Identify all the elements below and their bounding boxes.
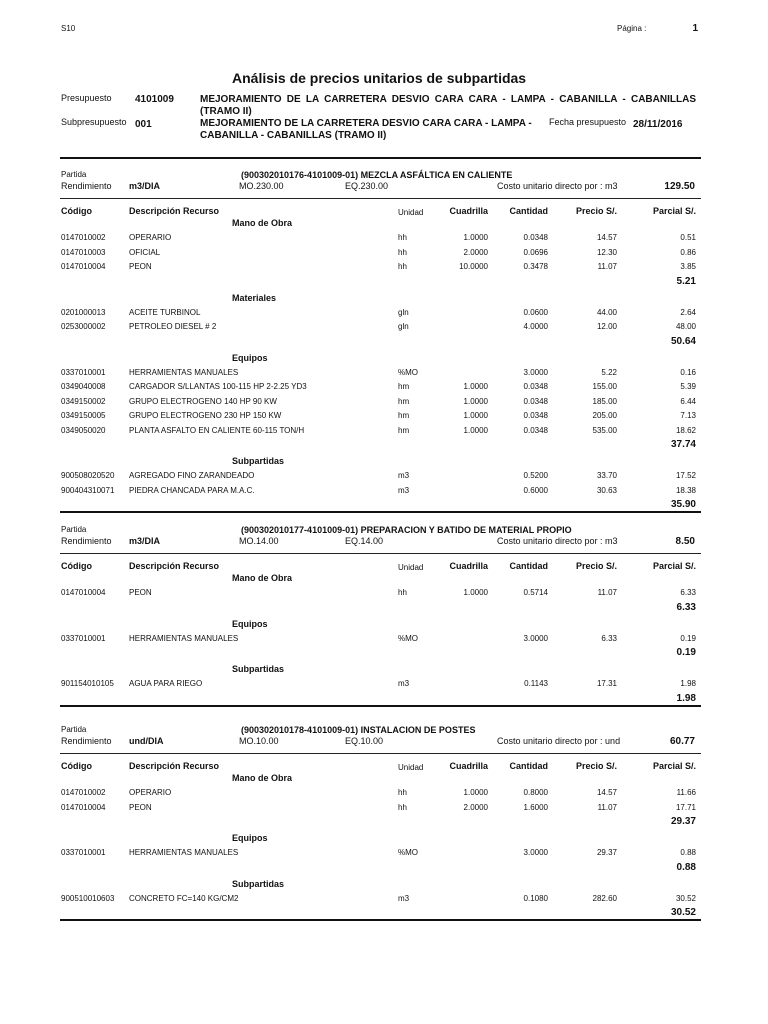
row-parcial: 17.71 <box>675 802 696 812</box>
row-cuadrilla: 1.0000 <box>463 425 488 435</box>
group-title: Subpartidas <box>232 456 285 466</box>
partida-end-divider <box>60 511 701 513</box>
row-parcial: 5.39 <box>680 382 696 391</box>
col-codigo-header: Código <box>61 206 92 216</box>
row-precio: 12.30 <box>596 247 617 257</box>
group-total: 5.21 <box>676 275 696 287</box>
row-cantidad: 1.6000 <box>523 802 548 812</box>
row-descripcion: OPERARIO <box>129 233 172 242</box>
page-label: Página : <box>617 24 647 33</box>
partida-title: (900302010178-4101009-01) INSTALACION DE POSTES <box>241 725 476 735</box>
partida-end-divider <box>60 919 701 921</box>
partida-divider <box>60 198 701 199</box>
row-parcial: 1.98 <box>680 679 696 688</box>
col-parcial-header: Parcial S/. <box>652 761 696 771</box>
row-codigo: 0337010001 <box>61 367 106 377</box>
partida-label: Partida <box>61 170 87 179</box>
group-total: 37.74 <box>670 439 696 450</box>
col-unidad-header: Unidad <box>398 208 424 217</box>
row-descripcion: ACEITE TURBINOL <box>129 307 201 317</box>
row-parcial: 0.19 <box>680 633 696 643</box>
group-title: Materiales <box>232 292 277 303</box>
row-cantidad: 0.0600 <box>523 307 548 317</box>
row-cantidad: 3.0000 <box>523 367 548 377</box>
row-cuadrilla: 1.0000 <box>463 396 488 406</box>
row-codigo: 0147010004 <box>61 262 106 271</box>
row-cantidad: 0.0348 <box>523 382 548 391</box>
row-precio: 205.00 <box>592 411 617 420</box>
row-descripcion: GRUPO ELECTROGENO 140 HP 90 KW <box>129 396 277 406</box>
row-unidad: m3 <box>398 893 410 903</box>
costo-value: 60.77 <box>669 736 695 747</box>
row-cuadrilla: 1.0000 <box>463 588 488 597</box>
row-parcial: 0.86 <box>680 247 696 257</box>
row-descripcion: OFICIAL <box>129 247 161 257</box>
row-unidad: hh <box>398 247 407 257</box>
row-descripcion: PEON <box>129 802 152 812</box>
row-unidad: m3 <box>398 485 410 495</box>
partida-divider <box>60 553 701 554</box>
row-codigo: 0349150002 <box>61 396 106 406</box>
row-precio: 11.07 <box>597 262 617 271</box>
row-cantidad: 0.0348 <box>523 396 548 406</box>
rendimiento-label: Rendimiento <box>61 181 112 191</box>
row-unidad: gln <box>398 322 409 331</box>
col-descripcion-header: Descripción Recurso <box>129 206 220 216</box>
row-parcial: 17.52 <box>675 471 696 480</box>
row-cantidad: 0.0348 <box>523 425 548 435</box>
presupuesto-desc: MEJORAMIENTO DE LA CARRETERA DESVIO CARA CARA - LAMPA - CABANILLA - CABANILLAS <box>200 94 696 105</box>
group-title: Mano de Obra <box>232 218 293 228</box>
row-descripcion: HERRAMIENTAS MANUALES <box>129 633 239 643</box>
costo-label: Costo unitario directo por : m3 <box>497 181 618 191</box>
group-total: 35.90 <box>670 499 696 510</box>
presupuesto-label: Presupuesto <box>61 93 112 103</box>
row-parcial: 48.00 <box>675 322 696 331</box>
row-cuadrilla: 1.0000 <box>463 382 488 391</box>
page-title: Análisis de precios unitarios de subpartidas <box>232 70 527 86</box>
row-cantidad: 3.0000 <box>523 848 548 857</box>
row-codigo: 0147010004 <box>61 802 106 812</box>
row-precio: 5.22 <box>601 367 617 377</box>
costo-label: Costo unitario directo por : m3 <box>497 536 618 546</box>
row-precio: 29.37 <box>596 848 617 857</box>
row-parcial: 3.85 <box>680 262 696 271</box>
row-precio: 14.57 <box>596 788 617 797</box>
row-cuadrilla: 2.0000 <box>463 802 488 812</box>
partida-label: Partida <box>61 725 87 734</box>
row-descripcion: PLANTA ASFALTO EN CALIENTE 60-115 TON/H <box>129 425 305 435</box>
row-codigo: 0337010001 <box>61 848 106 857</box>
row-unidad: hm <box>398 396 410 406</box>
row-parcial: 0.16 <box>680 367 696 377</box>
col-precio-header: Precio S/. <box>575 561 617 571</box>
mo-value: MO.10.00 <box>239 736 279 746</box>
row-unidad: %MO <box>398 848 418 857</box>
col-codigo-header: Código <box>61 761 92 771</box>
fecha-value: 28/11/2016 <box>633 119 683 130</box>
row-parcial: 7.13 <box>680 411 696 420</box>
row-cantidad: 0.8000 <box>523 788 548 797</box>
row-cuadrilla: 10.0000 <box>459 262 488 271</box>
row-precio: 44.00 <box>596 307 617 317</box>
row-parcial: 0.51 <box>680 233 696 242</box>
row-unidad: hh <box>398 233 407 242</box>
row-codigo: 0349150005 <box>61 411 106 420</box>
presupuesto-desc-2: (TRAMO II) <box>200 106 252 117</box>
row-cantidad: 0.5714 <box>523 588 548 597</box>
rendimiento-unit: und/DIA <box>129 736 164 746</box>
row-precio: 11.07 <box>597 588 617 597</box>
row-cantidad: 0.6000 <box>523 485 548 495</box>
subpresupuesto-desc: MEJORAMIENTO DE LA CARRETERA DESVIO CARA CARA - LAMPA - <box>200 118 532 129</box>
row-descripcion: CARGADOR S/LLANTAS 100-115 HP 2-2.25 YD3 <box>129 382 307 391</box>
row-precio: 185.00 <box>592 396 617 406</box>
costo-value: 129.50 <box>664 181 695 192</box>
costo-value: 8.50 <box>675 536 695 547</box>
row-cantidad: 0.5200 <box>523 471 548 480</box>
row-cantidad: 0.0696 <box>523 247 548 257</box>
group-title: Equipos <box>232 618 268 629</box>
costo-label: Costo unitario directo por : und <box>497 736 621 746</box>
row-precio: 11.07 <box>597 802 617 812</box>
row-precio: 30.63 <box>596 485 617 495</box>
row-parcial: 2.64 <box>680 307 696 317</box>
col-descripcion-header: Descripción Recurso <box>129 761 220 771</box>
row-unidad: m3 <box>398 471 410 480</box>
row-unidad: %MO <box>398 367 418 377</box>
row-descripcion: HERRAMIENTAS MANUALES <box>129 848 239 857</box>
row-unidad: hh <box>398 262 407 271</box>
rendimiento-label: Rendimiento <box>61 536 112 546</box>
row-descripcion: PEON <box>129 262 152 271</box>
col-unidad-header: Unidad <box>398 563 424 572</box>
row-cuadrilla: 1.0000 <box>463 788 488 797</box>
row-codigo: 0349040008 <box>61 382 106 391</box>
row-descripcion: CONCRETO FC=140 KG/CM2 <box>129 893 239 903</box>
subpresupuesto-label: Subpresupuesto <box>61 117 127 127</box>
row-unidad: gln <box>398 307 409 317</box>
row-unidad: hm <box>398 411 410 420</box>
group-title: Equipos <box>232 833 268 843</box>
row-unidad: hh <box>398 788 407 797</box>
row-cantidad: 0.1143 <box>524 679 548 688</box>
col-cantidad-header: Cantidad <box>509 761 548 771</box>
page-number: 1 <box>692 23 698 34</box>
row-codigo: 0147010002 <box>61 788 106 797</box>
row-parcial: 6.44 <box>680 396 696 406</box>
row-cuadrilla: 1.0000 <box>463 233 488 242</box>
row-codigo: 0253000002 <box>61 322 106 331</box>
row-parcial: 6.33 <box>680 588 696 597</box>
partida-label: Partida <box>61 525 87 534</box>
partida-title: (900302010176-4101009-01) MEZCLA ASFÁLTICA EN CALIENTE <box>241 170 513 180</box>
row-unidad: %MO <box>398 633 418 643</box>
report-code: S10 <box>61 24 76 33</box>
col-descripcion-header: Descripción Recurso <box>129 561 220 571</box>
rendimiento-unit: m3/DIA <box>129 181 161 191</box>
row-codigo: 0147010003 <box>61 247 106 257</box>
row-cantidad: 4.0000 <box>523 322 548 331</box>
row-unidad: hm <box>398 382 410 391</box>
partida-title: (900302010177-4101009-01) PREPARACION Y BATIDO DE MATERIAL PROPIO <box>241 525 572 535</box>
row-descripcion: PETROLEO DIESEL # 2 <box>129 322 217 331</box>
group-total: 6.33 <box>676 601 696 613</box>
col-cantidad-header: Cantidad <box>509 206 548 216</box>
row-unidad: hh <box>398 802 407 812</box>
presupuesto-code: 4101009 <box>135 94 174 105</box>
partida-divider <box>60 753 701 754</box>
row-parcial: 18.38 <box>675 485 696 495</box>
row-descripcion: HERRAMIENTAS MANUALES <box>129 367 239 377</box>
row-cuadrilla: 1.0000 <box>463 411 488 420</box>
col-parcial-header: Parcial S/. <box>652 206 696 216</box>
col-precio-header: Precio S/. <box>575 761 617 771</box>
row-parcial: 11.66 <box>676 788 696 797</box>
group-total: 0.19 <box>676 647 696 658</box>
row-codigo: 0349050020 <box>61 425 106 435</box>
row-cantidad: 0.0348 <box>523 411 548 420</box>
row-codigo: 0337010001 <box>61 633 106 643</box>
row-precio: 12.00 <box>596 322 617 331</box>
group-title: Subpartidas <box>232 664 285 674</box>
row-codigo: 0147010002 <box>61 233 106 242</box>
row-precio: 155.00 <box>592 382 617 391</box>
row-descripcion: OPERARIO <box>129 788 172 797</box>
group-total: 30.52 <box>670 907 696 918</box>
col-cuadrilla-header: Cuadrilla <box>449 206 488 216</box>
row-descripcion: AGREGADO FINO ZARANDEADO <box>129 471 255 480</box>
group-title: Mano de Obra <box>232 773 293 783</box>
col-codigo-header: Código <box>61 561 92 571</box>
row-unidad: hm <box>398 425 410 435</box>
group-total: 1.98 <box>676 692 696 704</box>
eq-value: EQ.14.00 <box>345 536 384 546</box>
group-title: Subpartidas <box>232 878 285 889</box>
row-cantidad: 0.1080 <box>523 893 548 903</box>
row-unidad: hh <box>398 588 407 597</box>
row-parcial: 30.52 <box>675 893 696 903</box>
row-codigo: 0201000013 <box>61 307 106 317</box>
row-parcial: 18.62 <box>675 425 696 435</box>
subpresupuesto-code: 001 <box>135 119 152 130</box>
row-cantidad: 0.3478 <box>523 262 548 271</box>
col-precio-header: Precio S/. <box>575 206 617 216</box>
row-parcial: 0.88 <box>680 848 696 857</box>
row-cuadrilla: 2.0000 <box>463 247 488 257</box>
group-total: 29.37 <box>670 816 696 827</box>
row-descripcion: PEON <box>129 588 152 597</box>
row-precio: 6.33 <box>601 633 617 643</box>
subpresupuesto-desc-2: CABANILLA - CABANILLAS (TRAMO II) <box>200 130 387 141</box>
partida-end-divider <box>60 705 701 707</box>
row-descripcion: PIEDRA CHANCADA PARA M.A.C. <box>129 485 255 495</box>
row-precio: 17.31 <box>596 679 617 688</box>
row-codigo: 0147010004 <box>61 588 106 597</box>
rendimiento-unit: m3/DIA <box>129 536 161 546</box>
eq-value: EQ.230.00 <box>345 181 389 191</box>
header-divider <box>60 157 701 159</box>
group-total: 0.88 <box>676 861 696 873</box>
group-title: Equipos <box>232 352 268 363</box>
fecha-label: Fecha presupuesto <box>549 117 627 127</box>
row-precio: 282.60 <box>592 893 617 903</box>
rendimiento-label: Rendimiento <box>61 736 112 746</box>
row-cantidad: 3.0000 <box>523 633 548 643</box>
row-precio: 535.00 <box>592 425 617 435</box>
col-cuadrilla-header: Cuadrilla <box>449 561 488 571</box>
col-cantidad-header: Cantidad <box>509 561 548 571</box>
row-precio: 14.57 <box>596 233 617 242</box>
row-codigo: 901154010105 <box>61 679 114 688</box>
col-cuadrilla-header: Cuadrilla <box>449 761 488 771</box>
mo-value: MO.230.00 <box>239 181 284 191</box>
row-unidad: m3 <box>398 679 410 688</box>
row-descripcion: GRUPO ELECTROGENO 230 HP 150 KW <box>129 411 282 420</box>
col-parcial-header: Parcial S/. <box>652 561 696 571</box>
row-precio: 33.70 <box>596 471 617 480</box>
row-codigo: 900510010603 <box>61 893 115 903</box>
row-descripcion: AGUA PARA RIEGO <box>129 679 203 688</box>
row-codigo: 900508020520 <box>61 471 115 480</box>
group-title: Mano de Obra <box>232 573 293 583</box>
col-unidad-header: Unidad <box>398 763 424 772</box>
row-codigo: 900404310071 <box>61 485 115 495</box>
group-total: 50.64 <box>670 335 696 347</box>
row-cantidad: 0.0348 <box>523 233 548 242</box>
mo-value: MO.14.00 <box>239 536 279 546</box>
eq-value: EQ.10.00 <box>345 736 384 746</box>
